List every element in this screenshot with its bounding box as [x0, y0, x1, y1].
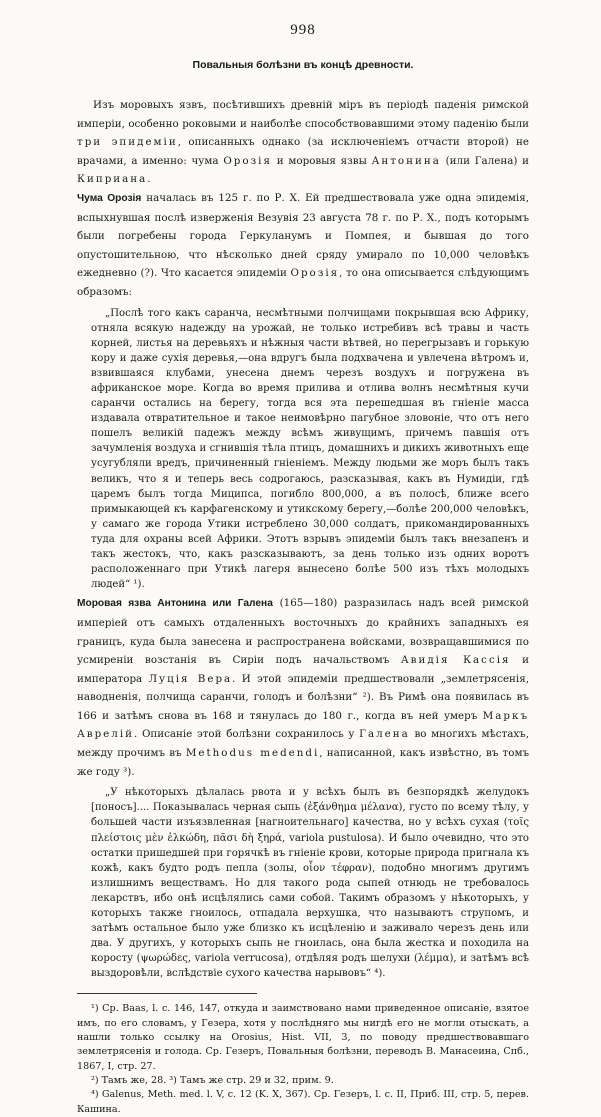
footnote: ⁴) Galenus, Meth. med. l. V, c. 12 (K. X, 367). Ср. Гезеръ, l. c. II, Приб. III, стр. 5, перев. Кашина.	[77, 1089, 529, 1115]
spaced-text: Methodus medendi	[185, 747, 320, 760]
footnote: ²) Тамъ же, 28. ³) Тамъ же стр. 29 и 32, прим. 9.	[91, 1074, 334, 1086]
block-quote	[91, 306, 529, 593]
text-run: .	[147, 173, 151, 186]
text-run: во многихъ мѣстахъ, между прочимъ въ	[77, 728, 529, 760]
spaced-text: Авидія Кассія	[400, 654, 511, 667]
spaced-text: Луція Вера	[148, 672, 233, 685]
text-run: и императора	[77, 654, 529, 685]
quote-paragraph: „У нѣкоторыхъ дѣлалась рвота и у всѣхъ былъ въ безпорядкѣ желудокъ [поносъ].... Показывалась черная сыпь (ἐξάνθημα μέλανα), густо по всему тѣлу, у большей части изъязвленная [нагноительнаго] качества, но у всѣхъ сухая (τοῖς πλείστοις μὲν ἑλκώδη, πᾶσι δὴ ξηρά, variola pustulosa). И было очевидно, что это остатки пришедшей при горячкѣ въ гніеніе крови, которые природа пригнала къ кожѣ, какъ будто родъ пепла (золы, οἷον τέφραν), подобно многимъ другимъ излишнимъ веществамъ. Но для такого рода сыпей отнюдь не требовалось лекарствъ, ибо онѣ исцѣлялись сами собой. Такимъ образомъ у нѣкоторыхъ, у которыхъ также гноилось, отпадала верхушка, что называютъ струпомъ, и затѣмъ остальное было уже близко къ исцѣленію и заживало черезъ день или два. У другихъ, у которыхъ сыпь не гноилась, она была жестка и походила на коросту (ψωρώδες, variola verrucosa), отдѣляя родъ шелухи (λέμμα), и затѣмъ всѣ выздоровѣли, вслѣдствіе сухого качества нарывовъ“ ⁴).	[91, 787, 529, 980]
footnotes	[77, 1002, 529, 1116]
run-in-heading: Моровая язва Антонина или Галена	[77, 598, 273, 610]
intro-paragraph	[77, 96, 529, 189]
text-run: , написанной, какъ извѣстно, въ томъ же году ³).	[77, 747, 530, 778]
spaced-text: Киприана	[77, 173, 148, 186]
text-run: . И этой эпидеміи предшествовали „землетрясенія, наводненія, полчища саранчи, голодъ и болѣзни“ ²). Въ Римѣ она появилась въ 166 и затѣмъ снова въ 168 и тянулась до 180 г., когда въ ней умеръ	[77, 672, 529, 722]
text-run: началась въ 125 г. по Р. Х. Ей предшествовала уже одна эпидемія, вспыхнувшая послѣ изверженія Везувія 23 августа 78 г. по Р. Х., подъ которымъ были погребены города Геркуланумъ и Помпея, и бывшая до того опустошительною, что нѣсколько дней сряду умирало по 10,000 человѣкъ ежедневно (?). Что касается эпидеміи	[77, 191, 529, 280]
orosius-paragraph	[77, 189, 529, 302]
spaced-text: Галена	[359, 728, 410, 741]
run-in-heading: Чума Орозія	[77, 192, 142, 204]
body-text	[77, 594, 529, 781]
spaced-text: три эпидеміи	[77, 136, 178, 149]
spaced-text: Орозія	[290, 267, 340, 280]
spaced-text: Маркъ Аврелій	[77, 709, 529, 741]
footnote-divider	[77, 993, 257, 994]
footnote: ¹) Ср. Baas, l. c. 146, 147, откуда и заимствовано нами приведенное описаніе, взятое имъ, по его словамъ, у Гезера, хотя у послѣдняго мы нигдѣ его не могли отыскать, а нашли только ссылку на Orosius, Hist. VII, 3, по поводу предшествовавшаго землетрясенія и голода. Ср. Гезеръ, Повальныя болѣзни, переводъ В. Манасеина, Спб., 1867, I, стр. 27.	[77, 1003, 529, 1072]
section-title: Повальныя болѣзни въ концѣ древности.	[192, 59, 414, 71]
text-run: и моровыя язвы	[271, 154, 372, 167]
antoninus-paragraph	[77, 594, 529, 781]
block-quote	[91, 785, 529, 981]
text-run: (или Галена) и	[440, 154, 530, 167]
text-run: (165—180) разразилась надъ всей римской имперіей отъ самыхъ отдаленныхъ восточныхъ до крайнихъ западныхъ ея границъ, куда была занесена и распространена войсками, возвращавшимися по усмиреніи возстанія въ Сиріи подъ начальствомъ	[77, 597, 529, 667]
text-run: Изъ моровыхъ язвъ, посѣтившихъ древній міръ въ періодѣ паденія римской имперіи, особенно роковыми и наиболѣе способствовавшими этому паденію были	[77, 99, 529, 130]
body-text	[77, 96, 529, 302]
spaced-text: Антонина	[371, 154, 441, 167]
quote-paragraph: „Послѣ того какъ саранча, несмѣтными полчищами покрывшая всю Африку, отняла всякую надежду на урожай, не только истребивъ всѣ травы и часть корней, листья на деревьяхъ и нѣжныя части вѣтвей, но перегрызавъ и горькую кору и даже сухія деревья,—она вдругъ была подхвачена и увлечена вѣтромъ и, взвившаяся клубами, унесена днемъ черезъ воздухъ и погружена въ африканское море. Когда во время прилива и отлива волнъ несмѣтныя кучи саранчи остались на берегу, тогда вся эта перешедшая въ гніеніе масса издавала отвратительное и такое неимовѣрно пагубное зловоніе, что отъ него пошелъ великій падежъ между всѣмъ живущимъ, причемъ павшія отъ зачумленія воздуха и сгнившія тѣла птицъ, домашнихъ и дикихъ животныхъ еще усугубляли вредъ, причиненный гніеніемъ. Между людьми же моръ былъ такъ великъ, что я и теперь весь содрогаюсь, разсказывая, какъ въ Нумидіи, гдѣ царемъ былъ тогда Миципса, погибло 800,000, а въ полосѣ, ближе всего примыкающей къ карфагенскому и утикскому берегу,—болѣе 200,000 человѣкъ, у самаго же города Утики истреблено 30,000 солдатъ, прикомандированныхъ туда для охраны всей Африки. Этотъ взрывъ эпидеміи былъ такъ внезапенъ и такъ жестокъ, что, какъ разсказываютъ, за день только изъ одних воротъ расположеннаго при Утикѣ лагеря вынесено болѣе 500 изъ тѣхъ молодыхъ людей“ ¹).	[91, 307, 529, 591]
text-run: , описанныхъ однако (за исключеніемъ отчасти второй) не врачами, а именно: чума	[77, 136, 530, 167]
text-run: , то она описывается слѣдующимъ образомъ:	[77, 267, 529, 298]
page-number: 998	[290, 22, 316, 38]
text-run: . Описаніе этой болѣзни сохранилось у	[133, 728, 360, 741]
spaced-text: Орозія	[223, 154, 272, 167]
